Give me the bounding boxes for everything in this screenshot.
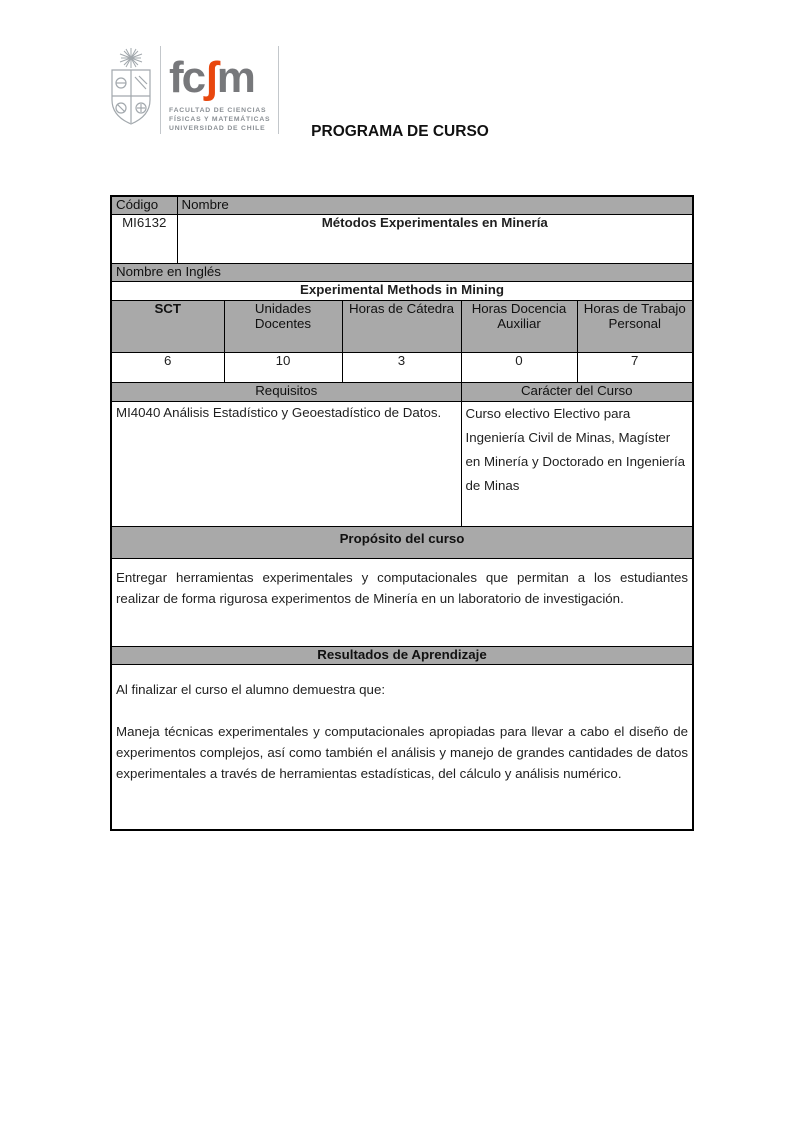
caracter-value <box>461 401 693 526</box>
fcfm-wordmark <box>169 53 270 102</box>
row-proposito-value <box>111 558 693 646</box>
course-title-en: Experimental Methods in Mining <box>111 281 693 300</box>
resultados-intro: Al finalizar el curso el alumno demuestra que: <box>116 681 386 697</box>
resultados-body: Maneja técnicas experimentales y computacionales apropiadas para llevar a cabo el diseño de experimentos complejos, así como también el análisis y manejo de grandes cantidades de datos experimentales a través de herramientas estadísticas, del cálculo y análisis numérico. <box>116 723 688 781</box>
horas-docencia-auxiliar-header-cell: Horas Docencia Auxiliar <box>461 300 577 352</box>
proposito-value: Entregar herramientas experimentales y computacionales que permitan a los estudiantes realizar de forma rigurosa experimentos de Minería en un laboratorio de investigación. <box>111 558 693 646</box>
row-english-name-value <box>111 281 693 300</box>
logo-caption-line1: FACULTAD DE CIENCIAS <box>169 107 267 114</box>
horas-docencia-auxiliar-value: 0 <box>461 352 577 382</box>
caracter-text: Curso electivo Electivo para Ingeniería Civil de Minas, Magíster en Minería y Doctorado en Ingeniería de Minas <box>465 405 686 493</box>
horas-trabajo-personal-header-cell: Horas de Trabajo Personal <box>577 300 693 352</box>
sct-value: 6 <box>111 352 224 382</box>
resultados-header-cell: Resultados de Aprendizaje <box>111 646 693 664</box>
fcfm-logo <box>108 46 279 134</box>
fcfm-wordmark-block <box>160 46 279 134</box>
caracter-header-cell: Carácter del Curso <box>461 382 693 401</box>
requisitos-header-cell: Requisitos <box>111 382 461 401</box>
codigo-header-cell: Código <box>111 196 177 214</box>
row-resultados-header <box>111 646 693 664</box>
row-resultados-value <box>111 664 693 830</box>
unidades-docentes-value: 10 <box>224 352 342 382</box>
wordmark-red-f: ʃ <box>204 53 217 102</box>
unidades-docentes-header-cell: Unidades Docentes <box>224 300 342 352</box>
course-program-table <box>110 195 694 831</box>
sct-header-cell: SCT <box>111 300 224 352</box>
row-code-name-header <box>111 196 693 214</box>
nombre-header-cell: Nombre <box>177 196 693 214</box>
row-english-name-header <box>111 263 693 281</box>
horas-catedra-header-cell: Horas de Cátedra <box>342 300 461 352</box>
paragraph-gap <box>116 700 688 721</box>
row-requisitos-caracter-values <box>111 401 693 526</box>
wordmark-fc: fc <box>169 53 205 102</box>
logo-caption-line3: UNIVERSIDAD DE CHILE <box>169 125 266 133</box>
document-title: PROGRAMA DE CURSO <box>311 123 489 140</box>
row-code-name-values <box>111 214 693 263</box>
row-proposito-header <box>111 526 693 558</box>
horas-catedra-value: 3 <box>342 352 461 382</box>
row-requisitos-caracter-header <box>111 382 693 401</box>
resultados-value <box>111 664 693 830</box>
course-title-es: Métodos Experimentales en Minería <box>177 214 693 263</box>
proposito-header-cell: Propósito del curso <box>111 526 693 558</box>
wordmark-m: m <box>216 53 254 102</box>
row-credit-values <box>111 352 693 382</box>
university-shield-icon <box>108 46 154 128</box>
logo-caption-line2: FÍSICAS Y MATEMÁTICAS <box>169 116 271 124</box>
requisitos-value: MI4040 Análisis Estadístico y Geoestadístico de Datos. <box>111 401 461 526</box>
row-credit-headers <box>111 300 693 352</box>
nombre-ingles-header-cell: Nombre en Inglés <box>111 263 693 281</box>
course-code: MI6132 <box>111 214 177 263</box>
horas-trabajo-personal-value: 7 <box>577 352 693 382</box>
